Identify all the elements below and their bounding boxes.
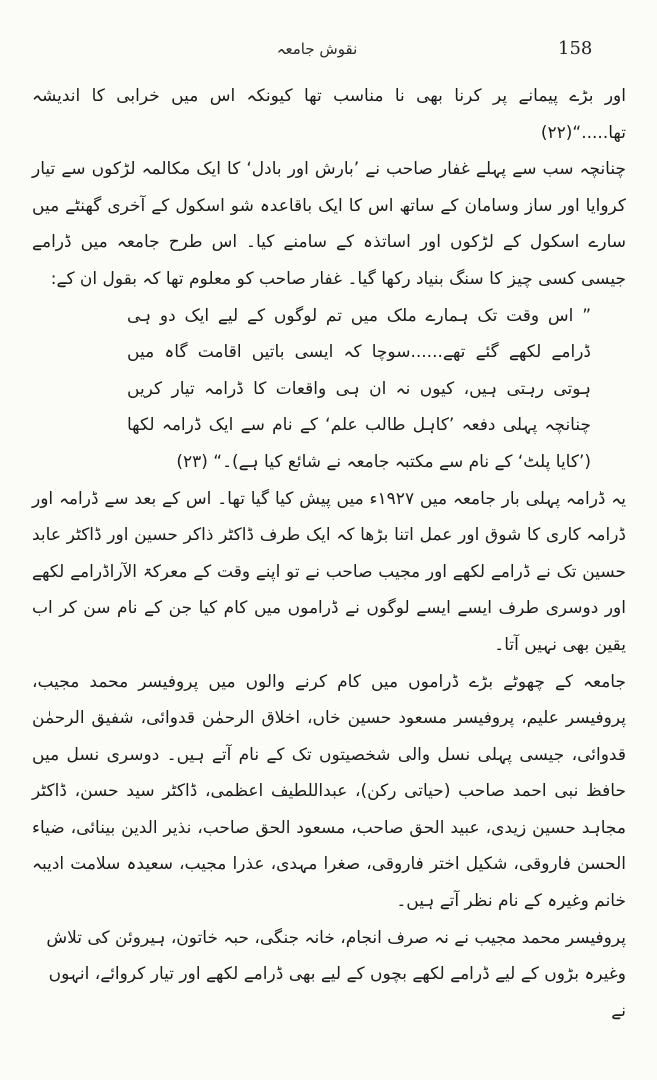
paragraph-2: چنانچہ سب سے پہلے غفار صاحب نے ’بارش اور بادل‘ کا ایک مکالمہ لڑکوں سے تیار کروایا اور ساز وسامان کے ساتھ اس کا ایک باقاعدہ شو اسکول کے آخری گھنٹے میں سارے اسکول کے لڑکوں اور اساتذہ کے سامنے کیا۔ اس طرح جامعہ میں ڈرامے جیسی کسی چیز کا سنگ بنیاد رکھا گیا۔ غفار صاحب کو معلوم تھا کہ بقول ان کے: [32,159,626,289]
page-number: 158 [558,38,593,59]
block-quote: ” اس وقت تک ہمارے ملک میں تم لوگوں کے لیے ایک دو ہی ڈرامے لکھے گئے تھے......سوچا کہ ایسی باتیں اقامت گاہ میں ہوتی رہتی ہیں، کیوں نہ ان ہی واقعات کا ڈرامہ تیار کریں چنانچہ پہلی دفعہ ’کاہل طالب علم‘ کے نام سے ایک ڈرامہ لکھا (’کایا پلٹ‘ کے نام سے مکتبہ جامعہ نے شائع کیا ہے)۔“ (۲۳) [127,305,591,472]
paragraph-4: جامعہ کے چھوٹے بڑے ڈراموں میں کام کرنے والوں میں پروفیسر محمد مجیب، پروفیسر علیم، پروفیسر مسعود حسین خاں، اخلاق الرحمٰن قدوائی، شفیق الرحمٰن قدوائی، جیسی پہلی نسل والی شخصیتوں تک کے نام آتے ہیں۔ دوسری نسل میں حافظ نبی احمد صاحب (حیاتی رکن)، عبداللطیف اعظمی، ڈاکٹر سید حسن، ڈاکٹر مجاہد حسین زیدی، عبید الحق صاحب، مسعود الحق صاحب، نذیر الدین بینائی، ضیاء الحسن فاروقی، شکیل اختر فاروقی، صغرا مہدی، عذرا مجیب، سعیدہ سلامت ادیبہ خانم وغیرہ کے نام نظر آتے ہیں۔ [32,671,626,912]
paragraph-1: اور بڑے پیمانے پر کرنا بھی نا مناسب تھا کیونکہ اس میں خرابی کا اندیشہ تھا.....“(۲۲) [32,86,626,143]
page-header [0,38,657,68]
running-title: نقوش جامعہ [276,40,358,58]
page-body [32,78,626,1029]
paragraph-3: یہ ڈرامہ پہلی بار جامعہ میں ۱۹۲۷ء میں پیش کیا گیا تھا۔ اس کے بعد سے ڈرامہ اور ڈرامہ کاری کا شوق اور عمل اتنا بڑھا کہ ایک طرف ڈاکٹر ذاکر حسین اور ڈاکٹر عابد حسین تک نے ڈرامے لکھے اور مجیب صاحب نے تو اپنے وقت کے معرکۃ الآراڈرامے لکھے اور دوسری طرف ایسے ایسے لوگوں نے ڈراموں میں کام کیا جن کے نام سن کر اب یقین بھی نہیں آتا۔ [32,488,626,655]
paragraph-5: پروفیسر محمد مجیب نے نہ صرف انجام، خانہ جنگی، حبہ خاتون، ہیروئن کی تلاش وغیرہ بڑوں کے لیے ڈرامے لکھے بچوں کے لیے بھی ڈرامے لکھے اور تیار کروائے، انہوں نے [46,927,626,1021]
